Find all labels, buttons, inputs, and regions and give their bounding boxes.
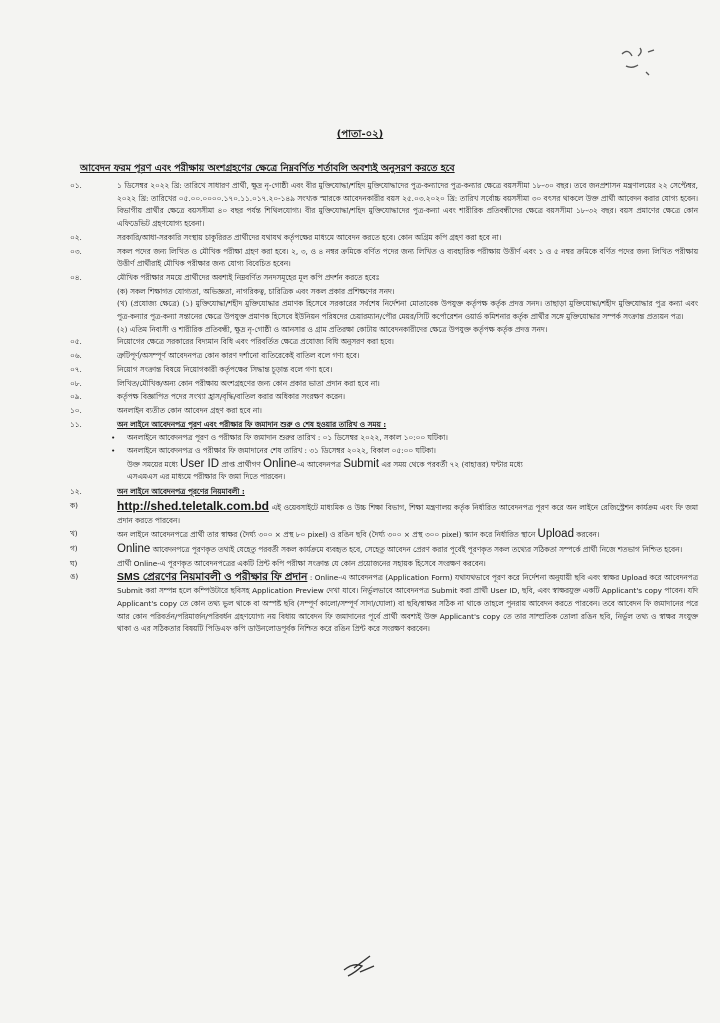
condition-item: ০৭. নিয়োগ সংক্রান্ত বিষয়ে নিয়োগকারী কর্তৃপক্ষের সিদ্ধান্ত চূড়ান্ত বলে গণ্য হবে। xyxy=(70,364,333,374)
section-11-heading: ১১. অন লাইনে আবেদনপত্র পূরণ এবং পরীক্ষার ফি জমাদান শুরু ও শেষ হওয়ার তারিখ ও সময় : xyxy=(70,419,387,429)
conditions-body xyxy=(70,180,698,637)
signature xyxy=(340,950,380,978)
sub-item: (২) এতিম নিবাসী ও শারীরিক প্রতিবন্ধী, ক্ষুদ্র নৃ-গোষ্ঠী ও আনসার ও গ্রাম প্রতিরক্ষা কোটায় আবেদনকারীদের ক্ষেত্রে উপযুক্ত কর্তৃপক্ষ কর্তৃক প্রদত্ত সনদ। xyxy=(117,324,548,334)
condition-item: ০২. সরকারি/আধা-সরকারি সংস্থায় চাকুরিরত প্রার্থীদের যথাযথ কর্তৃপক্ষের মাধ্যমে আবেদন করতে হবে। কোন অগ্রিম কপি গ্রহণ করা হবে না। xyxy=(70,232,502,242)
rule-item: ঙ) SMS প্রেরণের নিয়মাবলী ও পরীক্ষার ফি প্রদান : Online-এ আবেদনপত্র (Application Form) যথাযথভাবে পূরণ করে নির্দেশনা অনুযায়ী ছবি এবং স্বাক্ষর Upload করে আবেদনপত্র Submit করা সম্পন্ন হলে কম্পিউটারে ছবিসহ Application Preview দেখা যাবে। নির্ভুলভাবে আবেদনপত্র Submit করা প্রার্থী User ID, ছবি, এবং স্বাক্ষরযুক্ত একটি Applicant's copy পাবেন। যদি Applicant's copy তে কোন তথ্য ভুল থাকে বা অস্পষ্ট ছবি (সম্পূর্ণ কালো/সম্পূর্ণ সাদা/ঘোলা) বা ছবি/স্বাক্ষর সঠিক না থাকে তাহলে পুনরায় আবেদন করতে পারবেন। তবে আবেদন ফি জমাদানের পরে আর কোন পরিবর্তন/পরিমার্জন/পরিবর্ধন গ্রহণযোগ্য নয় বিধায় আবেদন ফি জমাদানের পূর্বে প্রার্থী অবশ্যই উক্ত Applicant's copy তে তার সাম্প্রতিক তোলা রঙিন ছবি, নির্ভুল তথ্য ও স্বাক্ষর সংযুক্ত থাকা ও এর সঠিকতার বিষয়টি পিডিএফ কপি ডাউনলোডপূর্বক নিশ্চিত করে রঙিন প্রিন্ট করে সংরক্ষণ করবেন। xyxy=(70,571,698,634)
rule-item: ঘ) প্রার্থী Online-এ পূরণকৃত আবেদনপত্রের একটি প্রিন্ট কপি পরীক্ষা সংক্রান্ত যে কোন প্রয়োজনের সহায়ক হিসেবে সংরক্ষণ করবেন। xyxy=(70,558,486,568)
rule-item: গ) Online আবেদনপত্রে পূরণকৃত তথ্যই যেহেতু পরবর্তী সকল কার্যক্রমে ব্যবহৃত হবে, সেহেতু আবেদন প্রেরণ করার পূর্বেই পূরণকৃত সকল তথ্যের সঠিকতা সম্পর্কে প্রার্থী নিজে শতভাগ নিশ্চিত হবেন। xyxy=(70,542,683,555)
section-11-note: উক্ত সময়ের মধ্যে User ID প্রাপ্ত প্রার্থীগণ Online-এ আবেদনপত্র Submit এর সময় থেকে পরবর্তী ৭২ (বাহাত্তর) ঘন্টার মধ্যে এসএমএস এর মাধ্যমে পরীক্ষার ফি জমা দিতে পারবেন। xyxy=(127,457,523,482)
condition-item: ০৪. মৌখিক পরীক্ষার সময়ে প্রার্থীদের অবশ্যই নিম্নবর্ণিত সনদসমূহের মূল কপি প্রদর্শন করতে হবেঃ xyxy=(70,272,380,282)
condition-item: ০৯. কর্তৃপক্ষ বিজ্ঞাপিত পদের সংখ্যা হ্রাস/বৃদ্ধি/বাতিল করার অধিকার সংরক্ষণ করেন। xyxy=(70,392,345,402)
condition-item: ০৩. সকল পদের জন্য লিখিত ও মৌখিক পরীক্ষা গ্রহণ করা হবে। ২, ৩, ও ৪ নম্বর ক্রমিকে বর্ণিত পদের জন্য লিখিত ও ব্যবহারিক পরীক্ষায় উত্তীর্ণ এবং ১ ও ৫ নম্বর ক্রমিকে বর্ণিত পদের জন্য লিখিত পরীক্ষায় উত্তীর্ণ প্রার্থীরাই মৌখিক পরীক্ষার জন্য যোগ্য বিবেচিত হবেন। xyxy=(70,246,698,269)
condition-item: ০৫. নিয়োগের ক্ষেত্রে সরকারের বিদ্যমান বিধি এবং পরিবর্তিত ক্ষেত্রে প্রযোজ্য বিধি অনুসরণ করা হবে। xyxy=(70,337,394,347)
section-12-heading: ১২. অন লাইনে আবেদনপত্র পূরণের নিয়মাবলী : xyxy=(70,487,245,497)
conditions-heading: আবেদন ফরম পূরণ এবং পরীক্ষায় অংশগ্রহণের ক্ষেত্রে নিম্নবর্ণিত শর্তাবলি অবশ্যই অনুসরণ করতে হবে xyxy=(80,163,455,174)
handwritten-mark xyxy=(618,42,668,82)
bullet-item: • অনলাইনে আবেদনপত্র ও পরীক্ষার ফি জমাদানের শেষ তারিখ : ৩১ ডিসেম্বর ২০২২, বিকাল ০৫:০০ ঘটিকা। xyxy=(111,446,436,456)
condition-item: ০৮. লিখিত/মৌখিক/অন্য কোন পরীক্ষায় অংশগ্রহণের জন্য কোন প্রকার ভাতা প্রদান করা হবে না। xyxy=(70,378,380,388)
sub-item: (খ) (প্রযোজ্য ক্ষেত্রে) (১) মুক্তিযোদ্ধা/শহীদ মুক্তিযোদ্ধার প্রমাণক হিসেবে সরকারের সর্বশেষ নির্দেশনা মোতাবেক উপযুক্ত কর্তৃপক্ষ কর্তৃক প্রদত্ত সনদ। তাছাড়া মুক্তিযোদ্ধা/শহীদ মুক্তিযোদ্ধার পুত্র কন্যা এবং পুত্র-কন্যার পুত্র-কন্যা সন্তানের ক্ষেত্রে উপযুক্ত প্রমাণক হিসেবে ইউনিয়ন পরিষদের চেয়ারম্যান/পৌর মেয়র/সিটি কর্পোরেশন ওয়ার্ড কমিশনার কর্তৃক প্রার্থীর সঙ্গে মুক্তিযোদ্ধার সম্পর্ক সংক্রান্ত প্রত্যয়ন পত্র। xyxy=(117,299,698,322)
website-link[interactable]: http://shed.teletalk.com.bd xyxy=(117,498,270,513)
condition-item: ০১. ১ ডিসেম্বর ২০২২ খ্রি: তারিখে সাধারণ প্রার্থী, ক্ষুদ্র নৃ-গোষ্ঠী এবং বীর মুক্তিযোদ্ধা/শহিদ মুক্তিযোদ্ধাদের পুত্র-কন্যাদের পুত্র-কন্যার ক্ষেত্রে বয়সসীমা ১৮-৩০ বছর। তবে জনপ্রশাসন মন্ত্রণালয়ের ২২ সেপ্টেম্বর, ২০২২ খ্রি: তারিখের ০৫.০০.০০০০.১৭০.১১.০১৭.২০-১৪৯ সংখ্যক স্মারকে আবেদনকারীর বয়স ২৫.০৩.২০২০ খ্রি: তারিখ সর্বোচ্চ বয়সসীমা ৩০ বৎসর থাকলে উক্ত প্রার্থী আবেদন করার যোগ্য হবেন। বিভাগীয় প্রার্থীর ক্ষেত্রে বয়সসীমা ৪০ বছর পর্যন্ত শিথিলযোগ্য। বীর মুক্তিযোদ্ধা/শহিদ মুক্তিযোদ্ধাদের পুত্র-কন্যা এবং শারীরিক প্রতিবন্ধীদের ক্ষেত্রে বয়সসীমা ১৮-৩২ বছর। বয়স প্রমাণের ক্ষেত্রে কোন এফিডেভিট গ্রহণযোগ্য হবেনা। xyxy=(70,181,698,229)
sub-item: (ক) সকল শিক্ষাগত যোগ্যতা, অভিজ্ঞতা, নাগরিকত্ব, চারিত্রিক এবং সকল প্রকার প্রশিক্ষণের সনদ। xyxy=(117,286,395,296)
condition-item: ০৬. ত্রুটিপূর্ণ/অসম্পূর্ণ আবেদনপত্র কোন কারণ দর্শানো ব্যতিরেকেই বাতিল বলে গণ্য হবে। xyxy=(70,351,360,361)
page-number: (পাতা-০২) xyxy=(336,129,384,140)
bullet-item: • অনলাইনে আবেদনপত্র পূরণ ও পরীক্ষার ফি জমাদান শুরুর তারিখ : ০১ ডিসেম্বর ২০২২, সকাল ১০:০০ ঘটিকা। xyxy=(111,433,448,443)
rule-item: ক) http://shed.teletalk.com.bd এই ওয়েবসাইটে মাধ্যমিক ও উচ্চ শিক্ষা বিভাগ, শিক্ষা মন্ত্রণালয় কর্তৃক নির্ধারিত আবেদনপত্র পূরণ করে অন লাইনে রেজিস্ট্রেশন কার্যক্রম এবং ফি জমা প্রদান করতে পারবেন। xyxy=(70,498,698,525)
condition-item: ১০. অনলাইন ব্যতীত কোন আবেদন গ্রহণ করা হবে না। xyxy=(70,405,262,415)
rule-item: খ) অন লাইনে আবেদনপত্রে প্রার্থী তার স্বাক্ষর (দৈর্ঘ্য ৩০০ × প্রস্থ ৮০ pixel) ও রঙিন ছবি (দৈর্ঘ্য ৩০০ × প্রস্থ ৩০০ pixel) স্ক্যান করে নির্ধারিত স্থানে Upload করবেন। xyxy=(70,528,600,541)
